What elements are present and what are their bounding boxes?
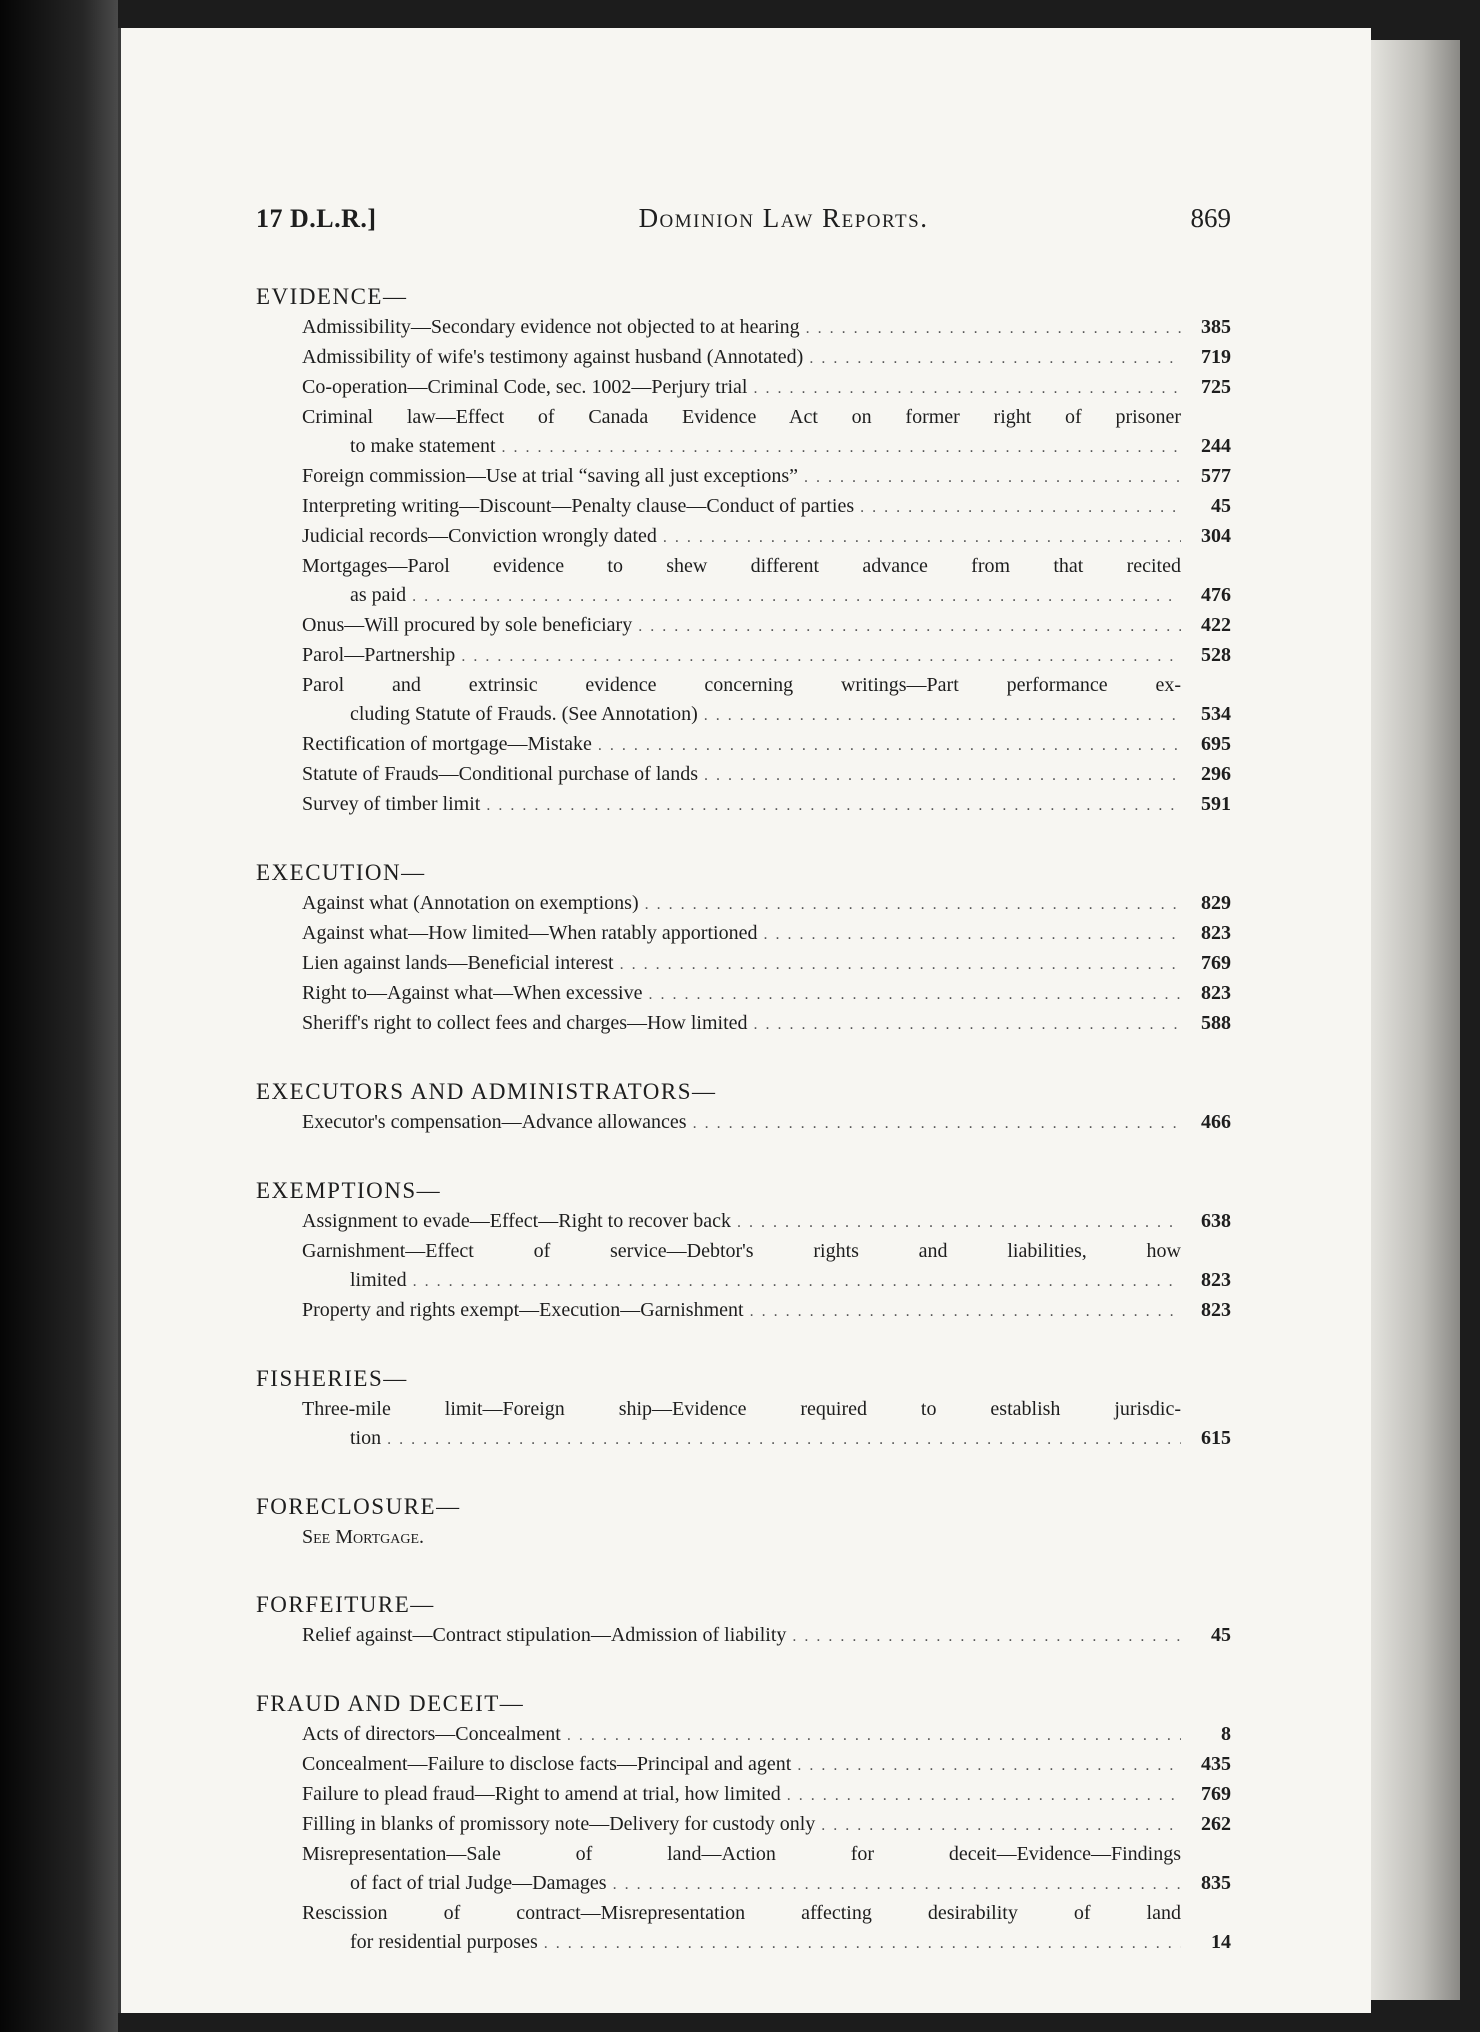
dot-leader (737, 1208, 1181, 1237)
page-content (256, 203, 1231, 1998)
dot-leader (704, 761, 1181, 790)
entry-page-number: 588 (1201, 1012, 1231, 1034)
running-header (256, 203, 1231, 234)
entry-text: limited (350, 1269, 407, 1291)
dot-leader (792, 1622, 1181, 1651)
dot-leader (754, 1010, 1181, 1039)
section-heading: FRAUD AND DECEIT— (256, 1691, 525, 1716)
dot-leader (567, 1721, 1181, 1750)
entry-text: of fact of trial Judge—Damages (350, 1872, 607, 1894)
entry-page-number: 528 (1201, 644, 1231, 666)
index-entry (256, 492, 1231, 522)
index-section (256, 860, 1231, 1039)
index-entry (256, 552, 1231, 611)
entry-page-number: 835 (1201, 1872, 1231, 1894)
dot-leader (486, 791, 1181, 820)
entry-text: Lien against lands—Beneficial interest (302, 952, 614, 974)
entry-text: for residential purposes (350, 1931, 538, 1953)
entry-text: Foreign commission—Use at trial “saving all just exceptions” (302, 465, 799, 487)
entry-page-number: 591 (1201, 793, 1231, 815)
book-spine (1365, 40, 1460, 2000)
entry-page-number: 296 (1201, 763, 1231, 785)
section-heading: FORECLOSURE— (256, 1494, 461, 1519)
index-entry (256, 889, 1231, 919)
dot-leader (613, 1870, 1181, 1899)
entry-text: Property and rights exempt—Execution—Garnishment (302, 1299, 744, 1321)
entry-page-number: 8 (1221, 1723, 1231, 1745)
left-page-edge (0, 0, 118, 2032)
index-entry (256, 522, 1231, 552)
index-entry (256, 1780, 1231, 1810)
entry-text: Parol—Partnership (302, 644, 456, 666)
entry-text: Against what (Annotation on exemptions) (302, 892, 639, 914)
entry-text: Admissibility of wife's testimony against husband (Annotated) (302, 346, 804, 368)
entry-text: Executor's compensation—Advance allowances (302, 1111, 687, 1133)
index-entry (256, 1207, 1231, 1237)
entry-text: Onus—Will procured by sole beneficiary (302, 614, 633, 636)
entry-page-number: 823 (1201, 1299, 1231, 1321)
entry-page-number: 304 (1201, 525, 1231, 547)
entry-page-number: 466 (1201, 1111, 1231, 1133)
entry-page-number: 823 (1201, 982, 1231, 1004)
entry-text: Relief against—Contract stipulation—Admission of liability (302, 1624, 787, 1646)
entry-first-line: Garnishment—Effect of service—Debtor's rights and liabilities, how (302, 1240, 1181, 1262)
index-entry (256, 1720, 1231, 1750)
entry-page-number: 577 (1201, 465, 1231, 487)
index-entry (256, 979, 1231, 1009)
entry-page-number: 435 (1201, 1753, 1231, 1775)
entry-text: cluding Statute of Frauds. (See Annotation) (350, 703, 698, 725)
entry-page-number: 695 (1201, 733, 1231, 755)
dot-leader (412, 582, 1181, 611)
dot-leader (413, 1267, 1181, 1296)
entry-text: Failure to plead fraud—Right to amend at trial, how limited (302, 1783, 781, 1805)
index-entry (256, 1840, 1231, 1899)
entry-text: Statute of Frauds—Conditional purchase of lands (302, 763, 699, 785)
section-heading: EVIDENCE— (256, 284, 408, 309)
entry-text: Judicial records—Conviction wrongly dated (302, 525, 657, 547)
see-reference: See Mortgage. (302, 1526, 425, 1548)
entry-page-number: 829 (1201, 892, 1231, 914)
index-entry (256, 790, 1231, 820)
dot-leader (461, 642, 1181, 671)
dot-leader (804, 463, 1181, 492)
entry-text: to make statement (350, 435, 496, 457)
index-entry (256, 1810, 1231, 1840)
index-entry (256, 403, 1231, 462)
entry-first-line: Misrepresentation—Sale of land—Action for deceit—Evidence—Findings (302, 1843, 1181, 1865)
dot-leader (638, 612, 1181, 641)
index-entry (256, 671, 1231, 730)
volume-label: 17 D.L.R.] (256, 204, 377, 233)
section-heading: EXECUTION— (256, 860, 426, 885)
index-entry (256, 373, 1231, 403)
index-section (256, 1494, 1231, 1552)
entry-text: Concealment—Failure to disclose facts—Principal and agent (302, 1753, 792, 1775)
index-section (256, 1366, 1231, 1454)
entry-page-number: 769 (1201, 952, 1231, 974)
dot-leader (753, 374, 1181, 403)
entry-text: Assignment to evade—Effect—Right to recover back (302, 1210, 731, 1232)
index-section (256, 1079, 1231, 1138)
dot-leader (809, 344, 1181, 373)
index-entry (256, 730, 1231, 760)
index-entry (256, 1621, 1231, 1651)
entry-first-line: Mortgages—Parol evidence to shew different advance from that recited (302, 555, 1181, 577)
section-heading: FISHERIES— (256, 1366, 408, 1391)
index-entry (256, 1009, 1231, 1039)
dot-leader (387, 1425, 1181, 1454)
entry-text: Acts of directors—Concealment (302, 1723, 561, 1745)
entry-text: tion (350, 1427, 382, 1449)
index-entry (256, 1296, 1231, 1326)
entry-page-number: 45 (1211, 1624, 1231, 1646)
entry-page-number: 262 (1201, 1813, 1231, 1835)
dot-leader (787, 1781, 1181, 1810)
dot-leader (620, 950, 1181, 979)
entry-page-number: 823 (1201, 922, 1231, 944)
dot-leader (693, 1109, 1181, 1138)
dot-leader (704, 701, 1181, 730)
dot-leader (544, 1929, 1181, 1958)
dot-leader (750, 1297, 1181, 1326)
section-heading: EXECUTORS AND ADMINISTRATORS— (256, 1079, 717, 1104)
entry-page-number: 534 (1201, 703, 1231, 725)
dot-leader (860, 493, 1181, 522)
entry-first-line: Criminal law—Effect of Canada Evidence Act on former right of prisoner (302, 406, 1181, 428)
index-section (256, 1178, 1231, 1326)
entry-first-line: Three-mile limit—Foreign ship—Evidence required to establish jurisdic- (302, 1398, 1181, 1420)
index-entry (256, 611, 1231, 641)
index-entry (256, 1395, 1231, 1454)
index-entry (256, 949, 1231, 979)
dot-leader (763, 920, 1181, 949)
entry-text: Survey of timber limit (302, 793, 481, 815)
entry-page-number: 638 (1201, 1210, 1231, 1232)
dot-leader (598, 731, 1181, 760)
entry-page-number: 385 (1201, 316, 1231, 338)
section-heading: EXEMPTIONS— (256, 1178, 442, 1203)
book-page (118, 28, 1371, 2013)
entry-page-number: 719 (1201, 346, 1231, 368)
dot-leader (806, 314, 1181, 343)
dot-leader (663, 523, 1181, 552)
entry-text: as paid (350, 584, 407, 606)
entry-text: Sheriff's right to collect fees and charges—How limited (302, 1012, 748, 1034)
entry-text: Against what—How limited—When ratably apportioned (302, 922, 758, 944)
entry-text: Rectification of mortgage—Mistake (302, 733, 592, 755)
entry-text: Interpreting writing—Discount—Penalty clause—Conduct of parties (302, 495, 855, 517)
index-entry (256, 343, 1231, 373)
entry-text: Co-operation—Criminal Code, sec. 1002—Perjury trial (302, 376, 748, 398)
index-entry (256, 919, 1231, 949)
entry-page-number: 476 (1201, 584, 1231, 606)
entry-page-number: 615 (1201, 1427, 1231, 1449)
entry-page-number: 45 (1211, 495, 1231, 517)
index-entry (256, 1108, 1231, 1138)
index-entry (256, 760, 1231, 790)
index-entry (256, 1237, 1231, 1296)
entry-first-line: Parol and extrinsic evidence concerning writings—Part performance ex- (302, 674, 1181, 696)
index-entry (256, 1523, 1231, 1552)
page-number: 869 (1190, 203, 1231, 233)
index-entry (256, 1750, 1231, 1780)
index-section (256, 1592, 1231, 1651)
index-body (256, 284, 1231, 1958)
section-heading: FORFEITURE— (256, 1592, 435, 1617)
index-entry (256, 462, 1231, 492)
entry-page-number: 244 (1201, 435, 1231, 457)
index-entry (256, 313, 1231, 343)
index-section (256, 1691, 1231, 1958)
entry-page-number: 823 (1201, 1269, 1231, 1291)
entry-page-number: 725 (1201, 376, 1231, 398)
page-title: Dominion Law Reports. (638, 203, 929, 233)
entry-first-line: Rescission of contract—Misrepresentation affecting desirability of land (302, 1902, 1181, 1924)
entry-page-number: 769 (1201, 1783, 1231, 1805)
entry-text: Right to—Against what—When excessive (302, 982, 643, 1004)
dot-leader (649, 980, 1182, 1009)
index-section (256, 284, 1231, 820)
entry-text: Admissibility—Secondary evidence not objected to at hearing (302, 316, 800, 338)
index-entry (256, 1899, 1231, 1958)
entry-page-number: 422 (1201, 614, 1231, 636)
index-entry (256, 641, 1231, 671)
entry-page-number: 14 (1211, 1931, 1231, 1953)
entry-text: Filling in blanks of promissory note—Delivery for custody only (302, 1813, 816, 1835)
dot-leader (797, 1751, 1181, 1780)
dot-leader (645, 890, 1181, 919)
dot-leader (502, 433, 1181, 462)
dot-leader (821, 1811, 1181, 1840)
